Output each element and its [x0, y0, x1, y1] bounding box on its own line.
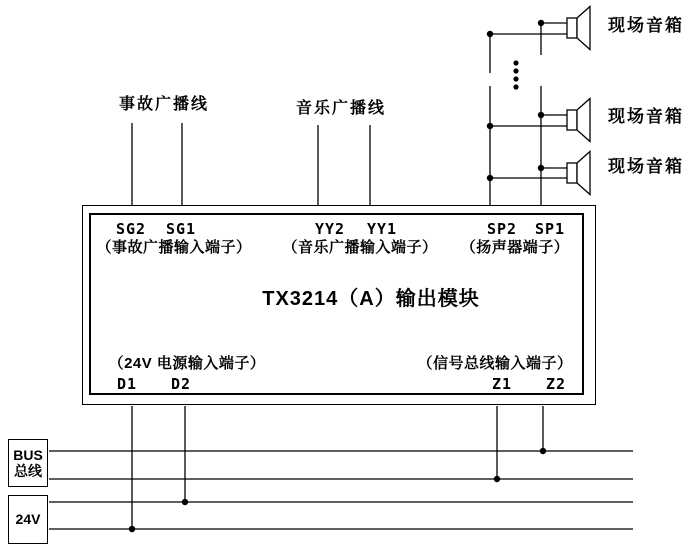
- site-speaker-label-3: 现场音箱: [608, 157, 684, 176]
- terminal-sp1: SP1: [534, 220, 566, 238]
- terminal-sg2: SG2: [115, 220, 147, 238]
- speaker2-connection-wires: [490, 115, 567, 126]
- bus-box-line2: 总线: [14, 463, 42, 479]
- junction-dot: [182, 499, 188, 505]
- speaker-icon: [567, 152, 590, 195]
- music-broadcast-line-label: 音乐广播线: [295, 100, 387, 117]
- music-input-terminals-label: （音乐广播输入端子）: [282, 239, 438, 256]
- junction-dot: [494, 476, 500, 482]
- terminal-z2: Z2: [545, 375, 567, 393]
- continuation-dots-icon: [513, 60, 518, 89]
- junction-dot: [487, 31, 493, 37]
- signal-bus-input-terminals-label: （信号总线输入端子）: [417, 355, 573, 372]
- terminal-yy2: YY2: [314, 220, 346, 238]
- ellipsis-dot: [513, 68, 518, 73]
- bus-box-line1: BUS: [13, 446, 43, 463]
- speaker-icon: [567, 99, 590, 142]
- module-title: TX3214（A）输出模块: [262, 288, 480, 310]
- accident-input-terminals-label: （事故广播输入端子）: [96, 239, 252, 256]
- power-box: [8, 495, 48, 544]
- junction-dot: [538, 20, 544, 26]
- ellipsis-dot: [513, 84, 518, 89]
- junction-dot: [487, 123, 493, 129]
- speaker3-connection-wires: [490, 168, 567, 178]
- speaker-icons: [567, 7, 590, 195]
- junction-dot: [129, 526, 135, 532]
- terminal-d1: D1: [116, 375, 138, 393]
- terminal-yy1: YY1: [366, 220, 398, 238]
- speaker1-connection-wires: [490, 23, 567, 34]
- power-input-terminals-label: （24V 电源输入端子）: [108, 355, 266, 372]
- terminal-d2: D2: [170, 375, 192, 393]
- junction-dot: [538, 112, 544, 118]
- speaker-terminals-label: （扬声器端子）: [460, 239, 570, 256]
- ellipsis-dot: [513, 60, 518, 65]
- power-box-label: 24V: [15, 511, 41, 528]
- junction-dot: [540, 448, 546, 454]
- bus-box: [8, 439, 48, 487]
- terminal-z1: Z1: [491, 375, 513, 393]
- junction-dot: [538, 165, 544, 171]
- speaker-icon: [567, 7, 590, 50]
- terminal-sp2: SP2: [486, 220, 518, 238]
- terminal-sg1: SG1: [165, 220, 197, 238]
- site-speaker-label-2: 现场音箱: [608, 107, 684, 126]
- accident-broadcast-line-label: 事故广播线: [118, 96, 210, 113]
- ellipsis-dot: [513, 76, 518, 81]
- site-speaker-label-1: 现场音箱: [608, 16, 684, 35]
- junction-dot: [487, 175, 493, 181]
